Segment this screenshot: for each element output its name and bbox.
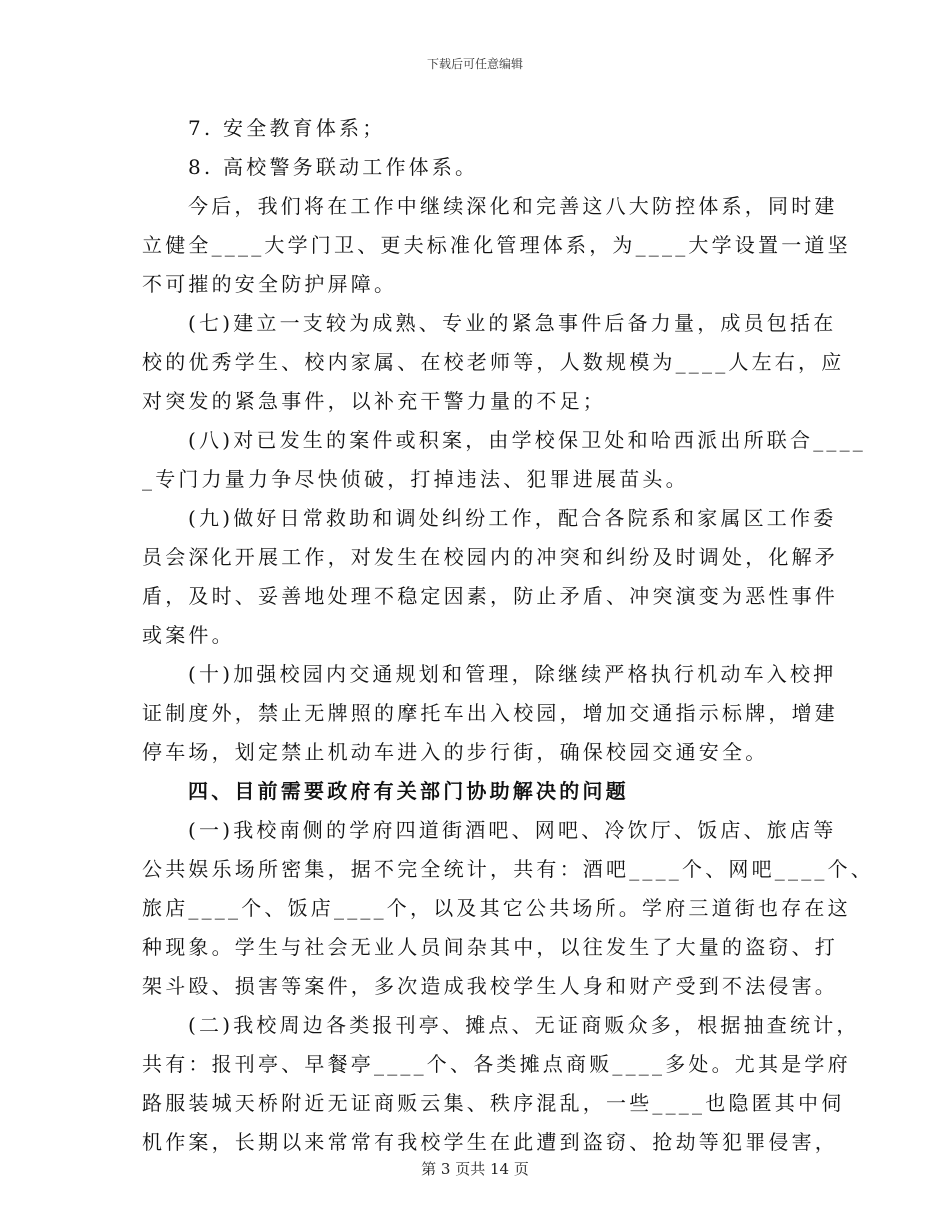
text-line: 种现象。学生与社会无业人员间杂其中，以往发生了大量的盗窃、打 <box>142 935 838 959</box>
text-line: (八)对已发生的案件或积案，由学校保卫处和哈西派出所联合____ <box>188 428 867 452</box>
text-line: (十)加强校园内交通规划和管理，除继续严格执行机动车入校押 <box>188 662 837 686</box>
text-line: 不可摧的安全防护屏障。 <box>142 272 398 296</box>
text-line: 立健全____大学门卫、更夫标准化管理体系，为____大学设置一道坚 <box>142 233 851 257</box>
text-line: (一)我校南侧的学府四道街酒吧、网吧、冷饮厅、饭店、旅店等 <box>188 818 837 842</box>
document-body <box>142 109 874 1162</box>
text-line: 旅店____个、饭店____个，以及其它公共场所。学府三道街也存在这 <box>142 896 851 920</box>
text-line: 校的优秀学生、校内家属、在校老师等，人数规模为____人左右，应 <box>142 350 845 374</box>
text-line: 8. 高校警务联动工作体系。 <box>188 155 479 179</box>
text-line: (二)我校周边各类报刊亭、摊点、无证商贩众多，根据抽查统计， <box>188 1013 860 1037</box>
text-line: 对突发的紧急事件，以补充干警力量的不足； <box>142 389 606 413</box>
section-heading: 四、目前需要政府有关部门协助解决的问题 <box>188 779 629 803</box>
text-line: 7. 安全教育体系； <box>188 116 386 140</box>
text-line: 证制度外，禁止无牌照的摩托车出入校园，增加交通指示标牌，增建 <box>142 701 838 725</box>
text-line: 路服装城天桥附近无证商贩云集、秩序混乱，一些____也隐匿其中伺 <box>142 1091 845 1115</box>
page-footer: 第 3 页共 14 页 <box>421 1160 529 1178</box>
text-line: 架斗殴、损害等案件，多次造成我校学生人身和财产受到不法侵害。 <box>142 974 838 998</box>
text-line: 员会深化开展工作，对发生在校园内的冲突和纠纷及时调处，化解矛 <box>142 545 838 569</box>
text-line: (七)建立一支较为成熟、专业的紧急事件后备力量，成员包括在 <box>188 311 837 335</box>
text-line: 公共娱乐场所密集，据不完全统计，共有：酒吧____个、网吧____个、 <box>142 857 874 881</box>
text-line: 盾，及时、妥善地处理不稳定因素，防止矛盾、冲突演变为恶性事件 <box>142 584 838 608</box>
text-line: _专门力量力争尽快侦破，打掉违法、犯罪进展苗头。 <box>142 467 689 491</box>
text-line: 或案件。 <box>142 623 235 647</box>
text-line: 今后，我们将在工作中继续深化和完善这八大防控体系，同时建 <box>188 194 838 218</box>
text-line: (九)做好日常救助和调处纠纷工作，配合各院系和家属区工作委 <box>188 506 837 530</box>
text-line: 停车场，划定禁止机动车进入的步行街，确保校园交通安全。 <box>142 740 769 764</box>
text-line: 机作案，长期以来常常有我校学生在此遭到盗窃、抢劫等犯罪侵害， <box>142 1130 838 1154</box>
page-header: 下载后可任意编辑 <box>426 57 523 71</box>
text-line: 共有：报刊亭、早餐亭____个、各类摊点商贩____多处。尤其是学府 <box>142 1052 851 1076</box>
